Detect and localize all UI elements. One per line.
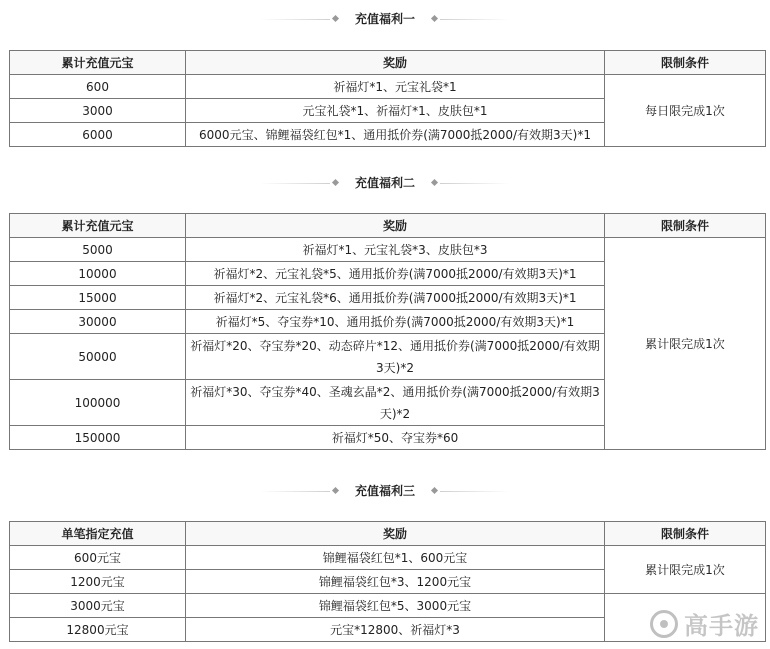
section-3-heading: [0, 481, 770, 501]
watermark: [650, 604, 770, 646]
section-3-title: 充值福利三: [354, 484, 415, 498]
reward-cell: 祈福灯*1、元宝礼袋*3、皮肤包*3: [186, 238, 605, 262]
table-header-row: [10, 522, 766, 546]
amount-cell: 12800元宝: [10, 618, 186, 642]
amount-cell: 600元宝: [10, 546, 186, 570]
amount-cell: 1200元宝: [10, 570, 186, 594]
reward-cell: 元宝*12800、祈福灯*3: [186, 618, 605, 642]
amount-cell: 6000: [10, 123, 186, 147]
table-header-row: [10, 51, 766, 75]
section-2-heading: [0, 173, 770, 193]
amount-cell: 50000: [10, 334, 186, 380]
section-1-title: 充值福利一: [354, 12, 415, 26]
table-row: [10, 546, 766, 570]
amount-cell: 15000: [10, 286, 186, 310]
table-header-row: [10, 214, 766, 238]
reward-cell: 祈福灯*2、元宝礼袋*5、通用抵价券(满7000抵2000/有效期3天)*1: [186, 262, 605, 286]
table-row: [10, 75, 766, 99]
column-header: 限制条件: [605, 214, 766, 238]
column-header: 限制条件: [605, 51, 766, 75]
watermark-text: 高手游: [684, 612, 759, 640]
section-1-table: [9, 50, 766, 147]
reward-cell: 元宝礼袋*1、祈福灯*1、皮肤包*1: [186, 99, 605, 123]
reward-cell: 祈福灯*50、夺宝券*60: [186, 426, 605, 450]
reward-cell: 锦鲤福袋红包*5、3000元宝: [186, 594, 605, 618]
section-1-heading: [0, 9, 770, 29]
column-header: 奖励: [186, 522, 605, 546]
column-header: 限制条件: [605, 522, 766, 546]
amount-cell: 3000元宝: [10, 594, 186, 618]
limit-cell: 累计限完成1次: [605, 238, 766, 450]
section-2-title: 充值福利二: [354, 176, 415, 190]
table-row: [10, 238, 766, 262]
column-header: 奖励: [186, 51, 605, 75]
amount-cell: 10000: [10, 262, 186, 286]
reward-cell: 6000元宝、锦鲤福袋红包*1、通用抵价券(满7000抵2000/有效期3天)*1: [186, 123, 605, 147]
reward-cell: 祈福灯*20、夺宝券*20、动态碎片*12、通用抵价券(满7000抵2000/有效期3天)*2: [186, 334, 605, 380]
reward-cell: 祈福灯*5、夺宝券*10、通用抵价券(满7000抵2000/有效期3天)*1: [186, 310, 605, 334]
reward-cell: 锦鲤福袋红包*3、1200元宝: [186, 570, 605, 594]
column-header: 单笔指定充值: [10, 522, 186, 546]
amount-cell: 3000: [10, 99, 186, 123]
amount-cell: 600: [10, 75, 186, 99]
reward-cell: 锦鲤福袋红包*1、600元宝: [186, 546, 605, 570]
amount-cell: 5000: [10, 238, 186, 262]
game-logo-icon: [650, 610, 678, 638]
column-header: 奖励: [186, 214, 605, 238]
section-2-table: [9, 213, 766, 450]
amount-cell: 150000: [10, 426, 186, 450]
reward-cell: 祈福灯*2、元宝礼袋*6、通用抵价券(满7000抵2000/有效期3天)*1: [186, 286, 605, 310]
reward-cell: 祈福灯*30、夺宝券*40、圣魂玄晶*2、通用抵价券(满7000抵2000/有效期3天)*2: [186, 380, 605, 426]
reward-cell: 祈福灯*1、元宝礼袋*1: [186, 75, 605, 99]
amount-cell: 30000: [10, 310, 186, 334]
column-header: 累计充值元宝: [10, 51, 186, 75]
limit-cell: 每日限完成1次: [605, 75, 766, 147]
limit-cell: 累计限完成1次: [605, 546, 766, 594]
amount-cell: 100000: [10, 380, 186, 426]
column-header: 累计充值元宝: [10, 214, 186, 238]
